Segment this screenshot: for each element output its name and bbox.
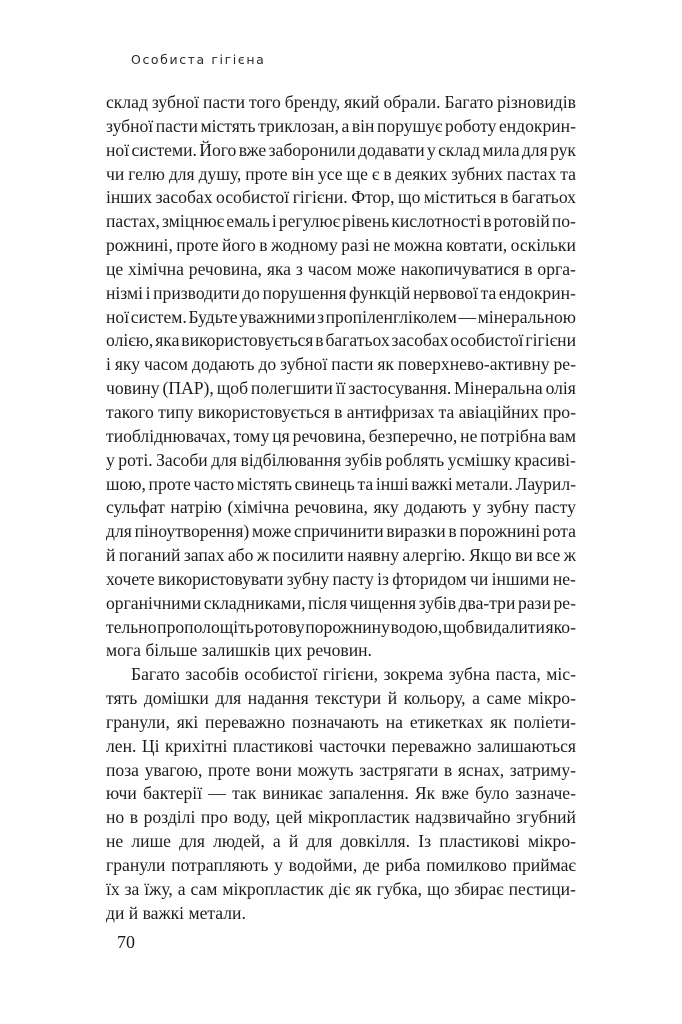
text-line: й поганий запах або ж посилити наявну алергію. Якщо ви все ж <box>106 545 576 566</box>
text-line: такого типу використовується в антифризах та авіаційних про- <box>106 401 576 422</box>
text-line: чи гелю для душу, проте він усе ще є в деяких зубних пастах та <box>106 163 576 184</box>
text-line: нізмі і призводити до порушення функцій нервової та ендокрин- <box>106 282 576 303</box>
text-line: пастах, зміцнює емаль і регулює рівень кислотності в ротовій по- <box>106 211 576 232</box>
text-line: для піноутворення) може спричинити виразки в порожнині рота <box>106 521 576 542</box>
text-line: тиобліднювачах, тому ця речовина, безперечно, не потрібна вам <box>106 425 576 446</box>
text-line: рожнині, проте його в жодному разі не можна ковтати, оскільки <box>106 235 576 256</box>
text-line: ної системи. Його вже заборонили додавати у склад мила для рук <box>106 139 576 160</box>
text-line: гранули, які переважно позначають на етикетках як поліети- <box>106 711 576 732</box>
text-line: олією, яка використовується в багатьох засобах особистої гігієни <box>106 330 576 351</box>
text-line: хочете використовувати зубну пасту із фторидом чи іншими не- <box>106 568 576 589</box>
text-line: ючи бактерії — так виникає запалення. Як вже було зазначе- <box>106 783 576 804</box>
paragraph <box>106 91 576 663</box>
text-line: інших засобах особистої гігієни. Фтор, що міститься в багатьох <box>106 187 576 208</box>
text-line: човину (ПАР), щоб полегшити її застосування. Мінеральна олія <box>106 378 576 399</box>
running-header: Особиста гігієна <box>131 52 266 67</box>
text-line: поза увагою, проте вони можуть застрягати в яснах, затриму- <box>106 759 576 780</box>
text-line: зубної пасти містять триклозан, а він порушує роботу ендокрин- <box>106 115 576 136</box>
paragraph <box>106 663 576 925</box>
text-line: ної систем. Будьте уважними з пропіленгліколем — мінеральною <box>106 306 576 327</box>
text-line: но в розділі про воду, цей мікропластик надзвичайно згубний <box>106 807 576 828</box>
text-line: гранули потрапляють у водойми, де риба помилково приймає <box>106 855 576 875</box>
text-line: тять домішки для надання текстури й кольору, а саме мікро- <box>106 688 576 709</box>
text-line: їх за їжу, а сам мікропластик діє як губка, що збирає пестици- <box>106 878 576 899</box>
page-number: 70 <box>117 932 135 952</box>
text-line: Багато засобів особистої гігієни, зокрема зубна паста, міс- <box>131 664 576 685</box>
text-line: шою, проте часто містять свинець та інші важкі метали. Лаурил- <box>106 473 576 494</box>
text-line: мога більше залишків цих речовин. <box>106 640 372 661</box>
text-line: у роті. Засоби для відбілювання зубів роблять усмішку красиві- <box>106 449 576 470</box>
body-text <box>106 91 576 926</box>
text-line: це хімічна речовина, яка з часом може накопичуватися в орга- <box>106 258 576 279</box>
text-line: лен. Ці крихітні пластикові часточки переважно залишаються <box>106 735 576 756</box>
text-line: не лише для людей, а й для довкілля. Із пластикові мікро- <box>106 831 576 852</box>
text-line: і яку часом додають до зубної пасти як поверхнево-активну ре- <box>106 354 576 375</box>
text-line: органічними складниками, після чищення зубів два-три рази ре- <box>106 592 576 613</box>
text-line: сульфат натрію (хімічна речовина, яку додають у зубну пасту <box>106 497 576 518</box>
text-line: склад зубної пасти того бренду, який обрали. Багато різновидів <box>106 92 576 112</box>
text-line: ди й важкі метали. <box>106 902 246 923</box>
text-line: тельно прополощіть ротову порожнину водою, щоб видалити яко- <box>106 616 576 637</box>
